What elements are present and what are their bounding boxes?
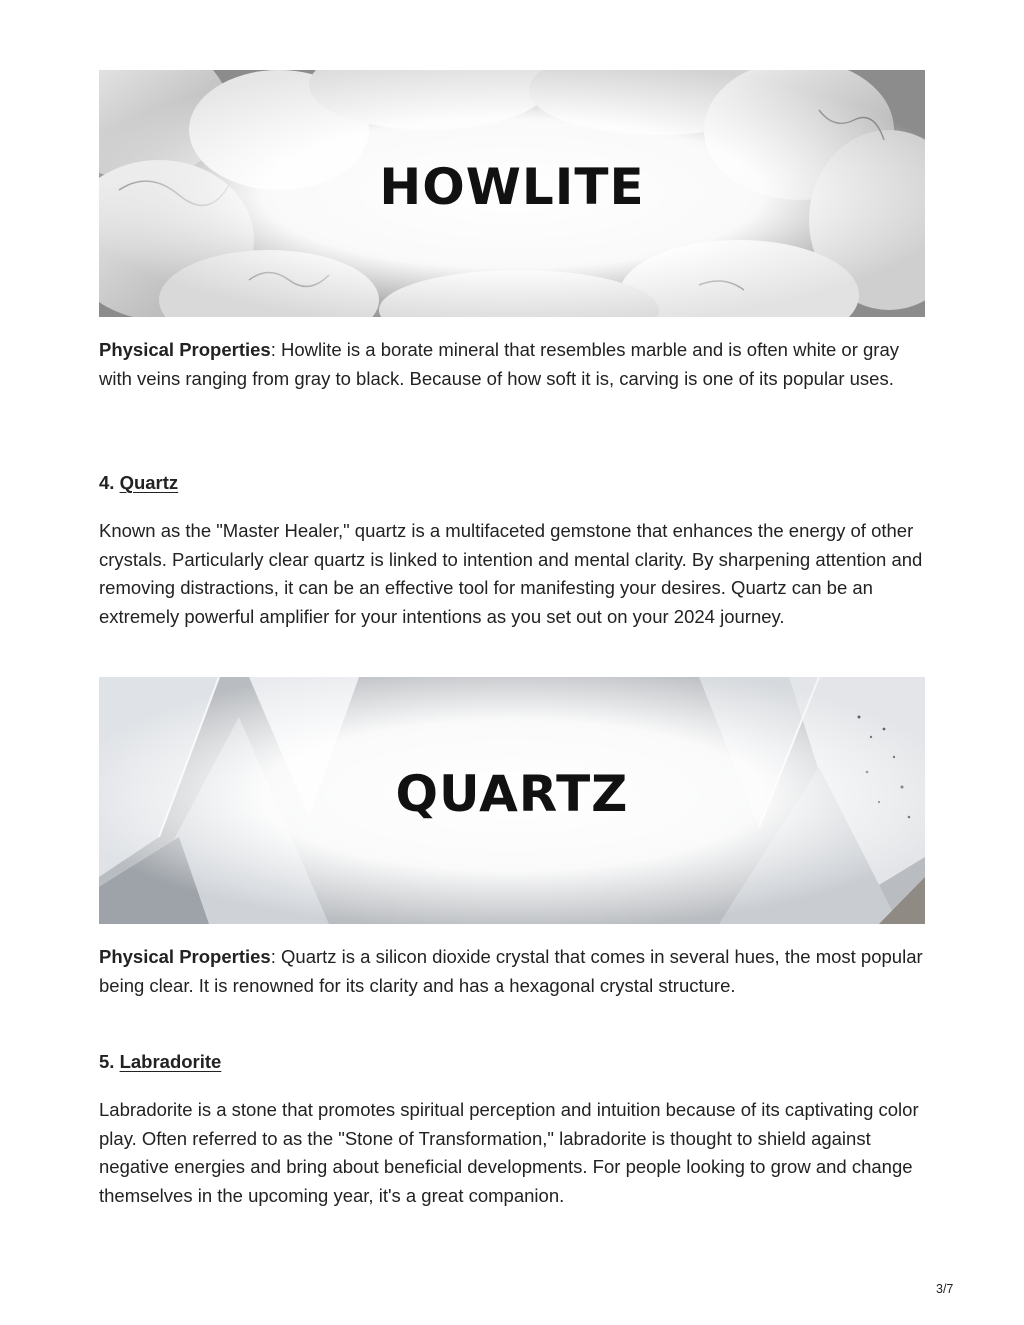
quartz-link[interactable]: Quartz [119, 472, 179, 493]
quartz-heading [99, 471, 178, 495]
howlite-banner-image [99, 70, 925, 317]
quartz-properties-paragraph [99, 943, 925, 1000]
labradorite-link[interactable]: Labradorite [119, 1051, 222, 1072]
howlite-banner-title: HOWLITE [379, 158, 645, 216]
labradorite-heading [99, 1050, 221, 1074]
quartz-banner-title: QUARTZ [395, 765, 629, 823]
howlite-properties-paragraph [99, 336, 925, 393]
quartz-properties-label: Physical Properties [99, 946, 271, 967]
quartz-heading-number: 4. [99, 472, 120, 493]
labradorite-heading-number: 5. [99, 1051, 120, 1072]
page-number: 3/7 [936, 1282, 954, 1296]
labradorite-description: Labradorite is a stone that promotes spiritual perception and intuition because of its captivating color play. Often referred to as the "Stone of Transformation," labradorite is thought to shield against negative energies and bring about beneficial developments. For people looking to grow and change themselves in the upcoming year, it's a great companion. [99, 1099, 919, 1206]
quartz-properties-text: : Quartz is a silicon dioxide crystal that comes in several hues, the most popular being clear. It is renowned for its clarity and has a hexagonal crystal structure. [99, 946, 923, 996]
quartz-banner-image [99, 677, 925, 924]
howlite-properties-label: Physical Properties [99, 339, 271, 360]
quartz-description: Known as the "Master Healer," quartz is a multifaceted gemstone that enhances the energy of other crystals. Particularly clear quartz is linked to intention and mental clarity. By sharpening attention and removing distractions, it can be an effective tool for manifesting your desires. Quartz can be an extremely powerful amplifier for your intentions as you set out on your 2024 journey. [99, 520, 923, 627]
howlite-properties-text: : Howlite is a borate mineral that resembles marble and is often white or gray with veins ranging from gray to black. Because of how soft it is, carving is one of its popular uses. [99, 339, 899, 389]
